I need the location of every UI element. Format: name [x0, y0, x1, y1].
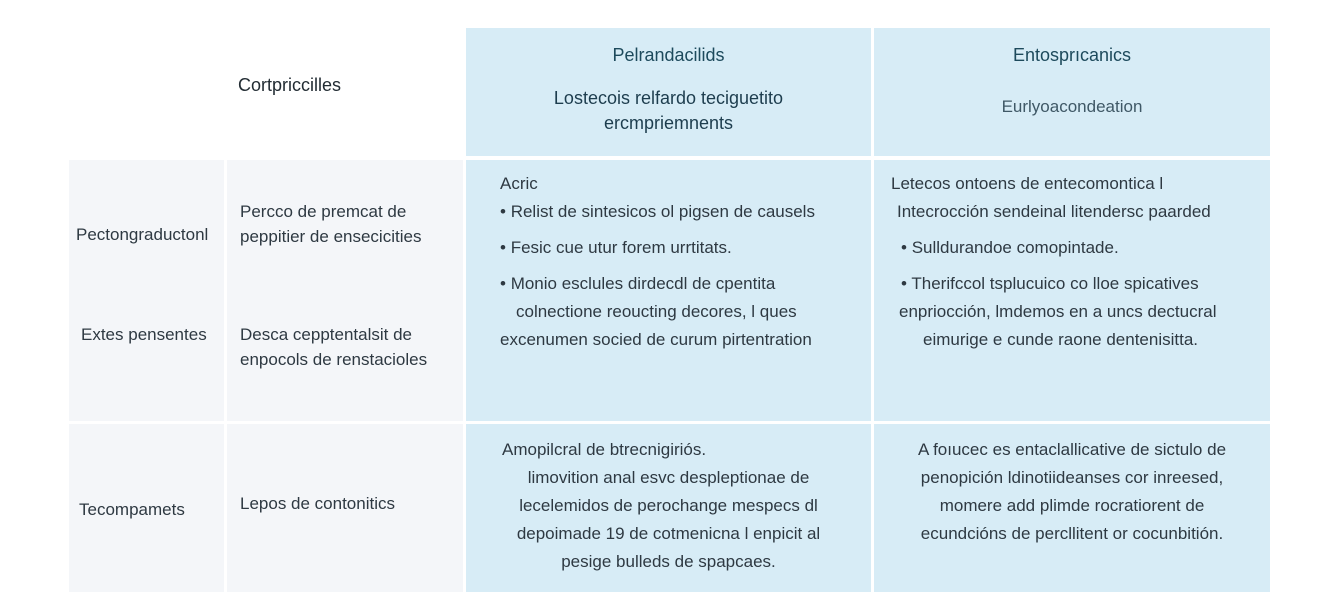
bullet-icon: •	[500, 274, 506, 293]
bullet-item-continuation: colnectione reoucting decores, l ques	[516, 302, 797, 321]
row-description-line: peppitier de ensecicities	[240, 227, 422, 246]
block-1-column-1-content	[500, 170, 815, 354]
bullet-icon: •	[901, 274, 907, 293]
column-1-title: Pelrandacilids	[612, 45, 725, 65]
block-2-column-2	[874, 424, 1270, 592]
block-2-line: depoimade 19 de cotmenicna l enpicit al	[516, 524, 821, 543]
row-description-line: Percco de premcat de	[240, 202, 407, 221]
block-heading: Letecos ontoens de entecomontica l	[891, 174, 1164, 193]
header-column-2	[874, 28, 1270, 156]
column-1-subtitle-line: ercmpriemnents	[603, 113, 734, 133]
bullet-item: • Sulldurandoe comopintade.	[901, 238, 1119, 257]
bullet-icon: •	[500, 202, 506, 221]
block-2-line: ecundcións de percllitent or cocunbitión.	[920, 524, 1224, 543]
bullet-item: • Relist de sintesicos ol pigsen de causels	[500, 202, 815, 221]
block-2-line: penopición ldinotiideanses cor inreesed,	[920, 468, 1224, 487]
row-label-block-1	[69, 160, 224, 421]
bullet-item-continuation: enpriocción, lmdemos en a uncs dectucral	[899, 302, 1217, 321]
column-2-title: Entosprıcanics	[1012, 45, 1132, 65]
bullet-item: • Therifccol tsplucuico co lloe spicatives	[901, 274, 1199, 293]
bullet-icon: •	[901, 238, 907, 257]
row-description: Lepos de contonitics	[240, 494, 395, 513]
bullet-item: • Fesic cue utur forem urrtitats.	[500, 238, 732, 257]
block-2-line: lecelemidos de perochange mespecs dl	[519, 496, 818, 515]
bullet-icon: •	[500, 238, 506, 257]
block-1-column-1	[466, 160, 871, 421]
header-row-title: Cortpriccilles	[238, 75, 342, 95]
row-label: Extes pensentes	[81, 325, 207, 344]
bullet-item-continuation: excenumen socied de curum pirtentration	[500, 330, 812, 349]
block-1-column-2-content	[891, 170, 1217, 354]
block-heading: Intecrocción sendeinal litendersc paarded	[897, 202, 1211, 221]
row-description	[240, 199, 421, 249]
row-label: Tecompamets	[79, 500, 185, 519]
header-column-1	[466, 28, 871, 156]
column-2-subtitle: Eurlyoacondeation	[1001, 97, 1143, 116]
row-description-line: enpocols de renstacioles	[240, 350, 428, 369]
block-2-line: A foıucec es entaclallicative de sictulo de	[917, 440, 1227, 459]
row-label: Pectongraductonl	[76, 225, 209, 244]
row-description-line: Desca cepptentalsit de	[240, 325, 412, 344]
bullet-item-continuation: eimurige e cunde raone dentenisitta.	[923, 330, 1199, 349]
block-2-column-1-content	[466, 436, 871, 576]
block-heading: Acric	[500, 174, 538, 193]
row-description	[240, 322, 427, 372]
bullet-item: • Monio esclules dirdecdl de cpentita	[500, 274, 776, 293]
column-1-subtitle-line: Lostecois relfardo teciguetito	[553, 88, 784, 108]
block-2-line: momere add plimde rocratiorent de	[939, 496, 1205, 515]
block-1-column-2	[874, 160, 1270, 421]
column-1-subtitle	[466, 86, 871, 136]
block-2-line: limovition anal esvc despleptionae de	[527, 468, 810, 487]
block-2-column-2-content	[874, 436, 1270, 548]
block-2-line: Amopilcral de btrecnigiriós.	[502, 440, 707, 459]
block-2-line: pesige bulleds de spapcaes.	[561, 552, 776, 571]
block-2-column-1	[466, 424, 871, 592]
